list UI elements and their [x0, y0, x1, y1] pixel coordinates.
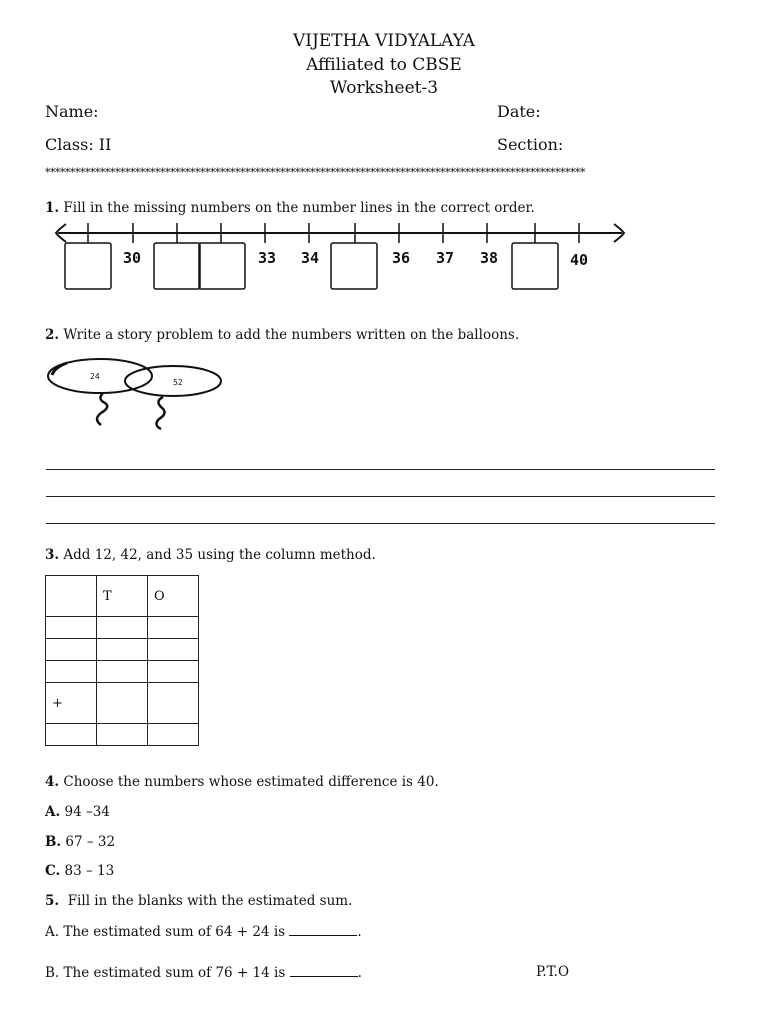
blank-end: .	[357, 924, 362, 940]
option-text: 94 –34	[64, 804, 110, 820]
table-cell	[46, 639, 97, 661]
option-text: 67 – 32	[65, 834, 116, 850]
table-cell	[46, 661, 97, 683]
blank-text: B. The estimated sum of 76 + 14 is	[45, 965, 290, 981]
plus-sign: +	[46, 683, 97, 724]
question-number: 1.	[45, 200, 60, 216]
number-label: 33	[258, 249, 277, 267]
blank-end: .	[357, 965, 362, 981]
question-4	[45, 774, 439, 790]
option-letter: C.	[45, 863, 61, 879]
answer-blank[interactable]	[289, 923, 357, 936]
ones-header: O	[148, 576, 199, 617]
blank-b	[45, 964, 362, 981]
answer-line[interactable]	[46, 469, 715, 470]
question-text: Write a story problem to add the numbers written on the balloons.	[63, 327, 520, 343]
table-cell[interactable]	[148, 683, 199, 724]
answer-box	[154, 243, 200, 289]
table-cell[interactable]	[148, 639, 199, 661]
name-field: Name:	[45, 102, 99, 121]
blank-a	[45, 923, 362, 940]
table-cell	[46, 724, 97, 746]
answer-box	[512, 243, 558, 289]
question-text: Fill in the missing numbers on the number lines in the correct order.	[63, 200, 535, 216]
answer-line[interactable]	[46, 496, 715, 497]
answer-box	[331, 243, 377, 289]
option-a[interactable]	[45, 804, 110, 820]
worksheet-title: Worksheet-3	[329, 78, 439, 98]
table-cell[interactable]	[97, 661, 148, 683]
balloons-image	[45, 355, 230, 435]
question-text: Choose the numbers whose estimated difference is 40.	[63, 774, 439, 790]
option-letter: B.	[45, 834, 62, 850]
number-label: 37	[436, 249, 455, 267]
question-text: Add 12, 42, and 35 using the column method.	[63, 547, 376, 563]
date-field: Date:	[497, 102, 541, 121]
column-method-table	[45, 575, 199, 746]
option-letter: A.	[45, 804, 61, 820]
number-label: 36	[392, 249, 411, 267]
question-number: 4.	[45, 774, 60, 790]
answer-box	[65, 243, 111, 289]
balloon-number: 24	[90, 372, 100, 381]
table-cell	[46, 576, 97, 617]
number-label: 38	[480, 249, 499, 267]
answer-blank[interactable]	[290, 964, 358, 977]
question-number: 5.	[45, 893, 60, 909]
option-b[interactable]	[45, 834, 115, 850]
table-cell	[46, 617, 97, 639]
question-5	[45, 893, 352, 909]
option-c[interactable]	[45, 863, 114, 879]
question-number: 3.	[45, 547, 60, 563]
section-field: Section:	[497, 135, 564, 154]
number-label: 34	[301, 249, 320, 267]
table-cell[interactable]	[148, 661, 199, 683]
table-cell[interactable]	[97, 639, 148, 661]
number-label: 30	[123, 249, 142, 267]
question-2	[45, 327, 519, 343]
blank-text: A. The estimated sum of 64 + 24 is	[45, 924, 290, 940]
table-cell[interactable]	[148, 724, 199, 746]
question-text: Fill in the blanks with the estimated sum.	[67, 893, 353, 909]
question-number: 2.	[45, 327, 60, 343]
school-name: VIJETHA VIDYALAYA	[293, 31, 475, 51]
affiliation: Affiliated to CBSE	[306, 55, 462, 75]
number-line	[50, 218, 640, 300]
answer-line[interactable]	[46, 523, 715, 524]
table-cell[interactable]	[97, 617, 148, 639]
answer-box	[199, 243, 245, 289]
table-cell[interactable]	[148, 617, 199, 639]
balloon-number: 52	[173, 378, 183, 387]
tens-header: T	[97, 576, 148, 617]
question-1	[45, 200, 535, 216]
divider: ************************************************************************************************************	[45, 166, 585, 179]
table-cell[interactable]	[97, 683, 148, 724]
number-label: 40	[570, 251, 589, 269]
pto-label: P.T.O	[536, 964, 570, 980]
class-field: Class: II	[45, 135, 112, 154]
option-text: 83 – 13	[64, 863, 115, 879]
table-cell[interactable]	[97, 724, 148, 746]
question-3	[45, 547, 376, 563]
